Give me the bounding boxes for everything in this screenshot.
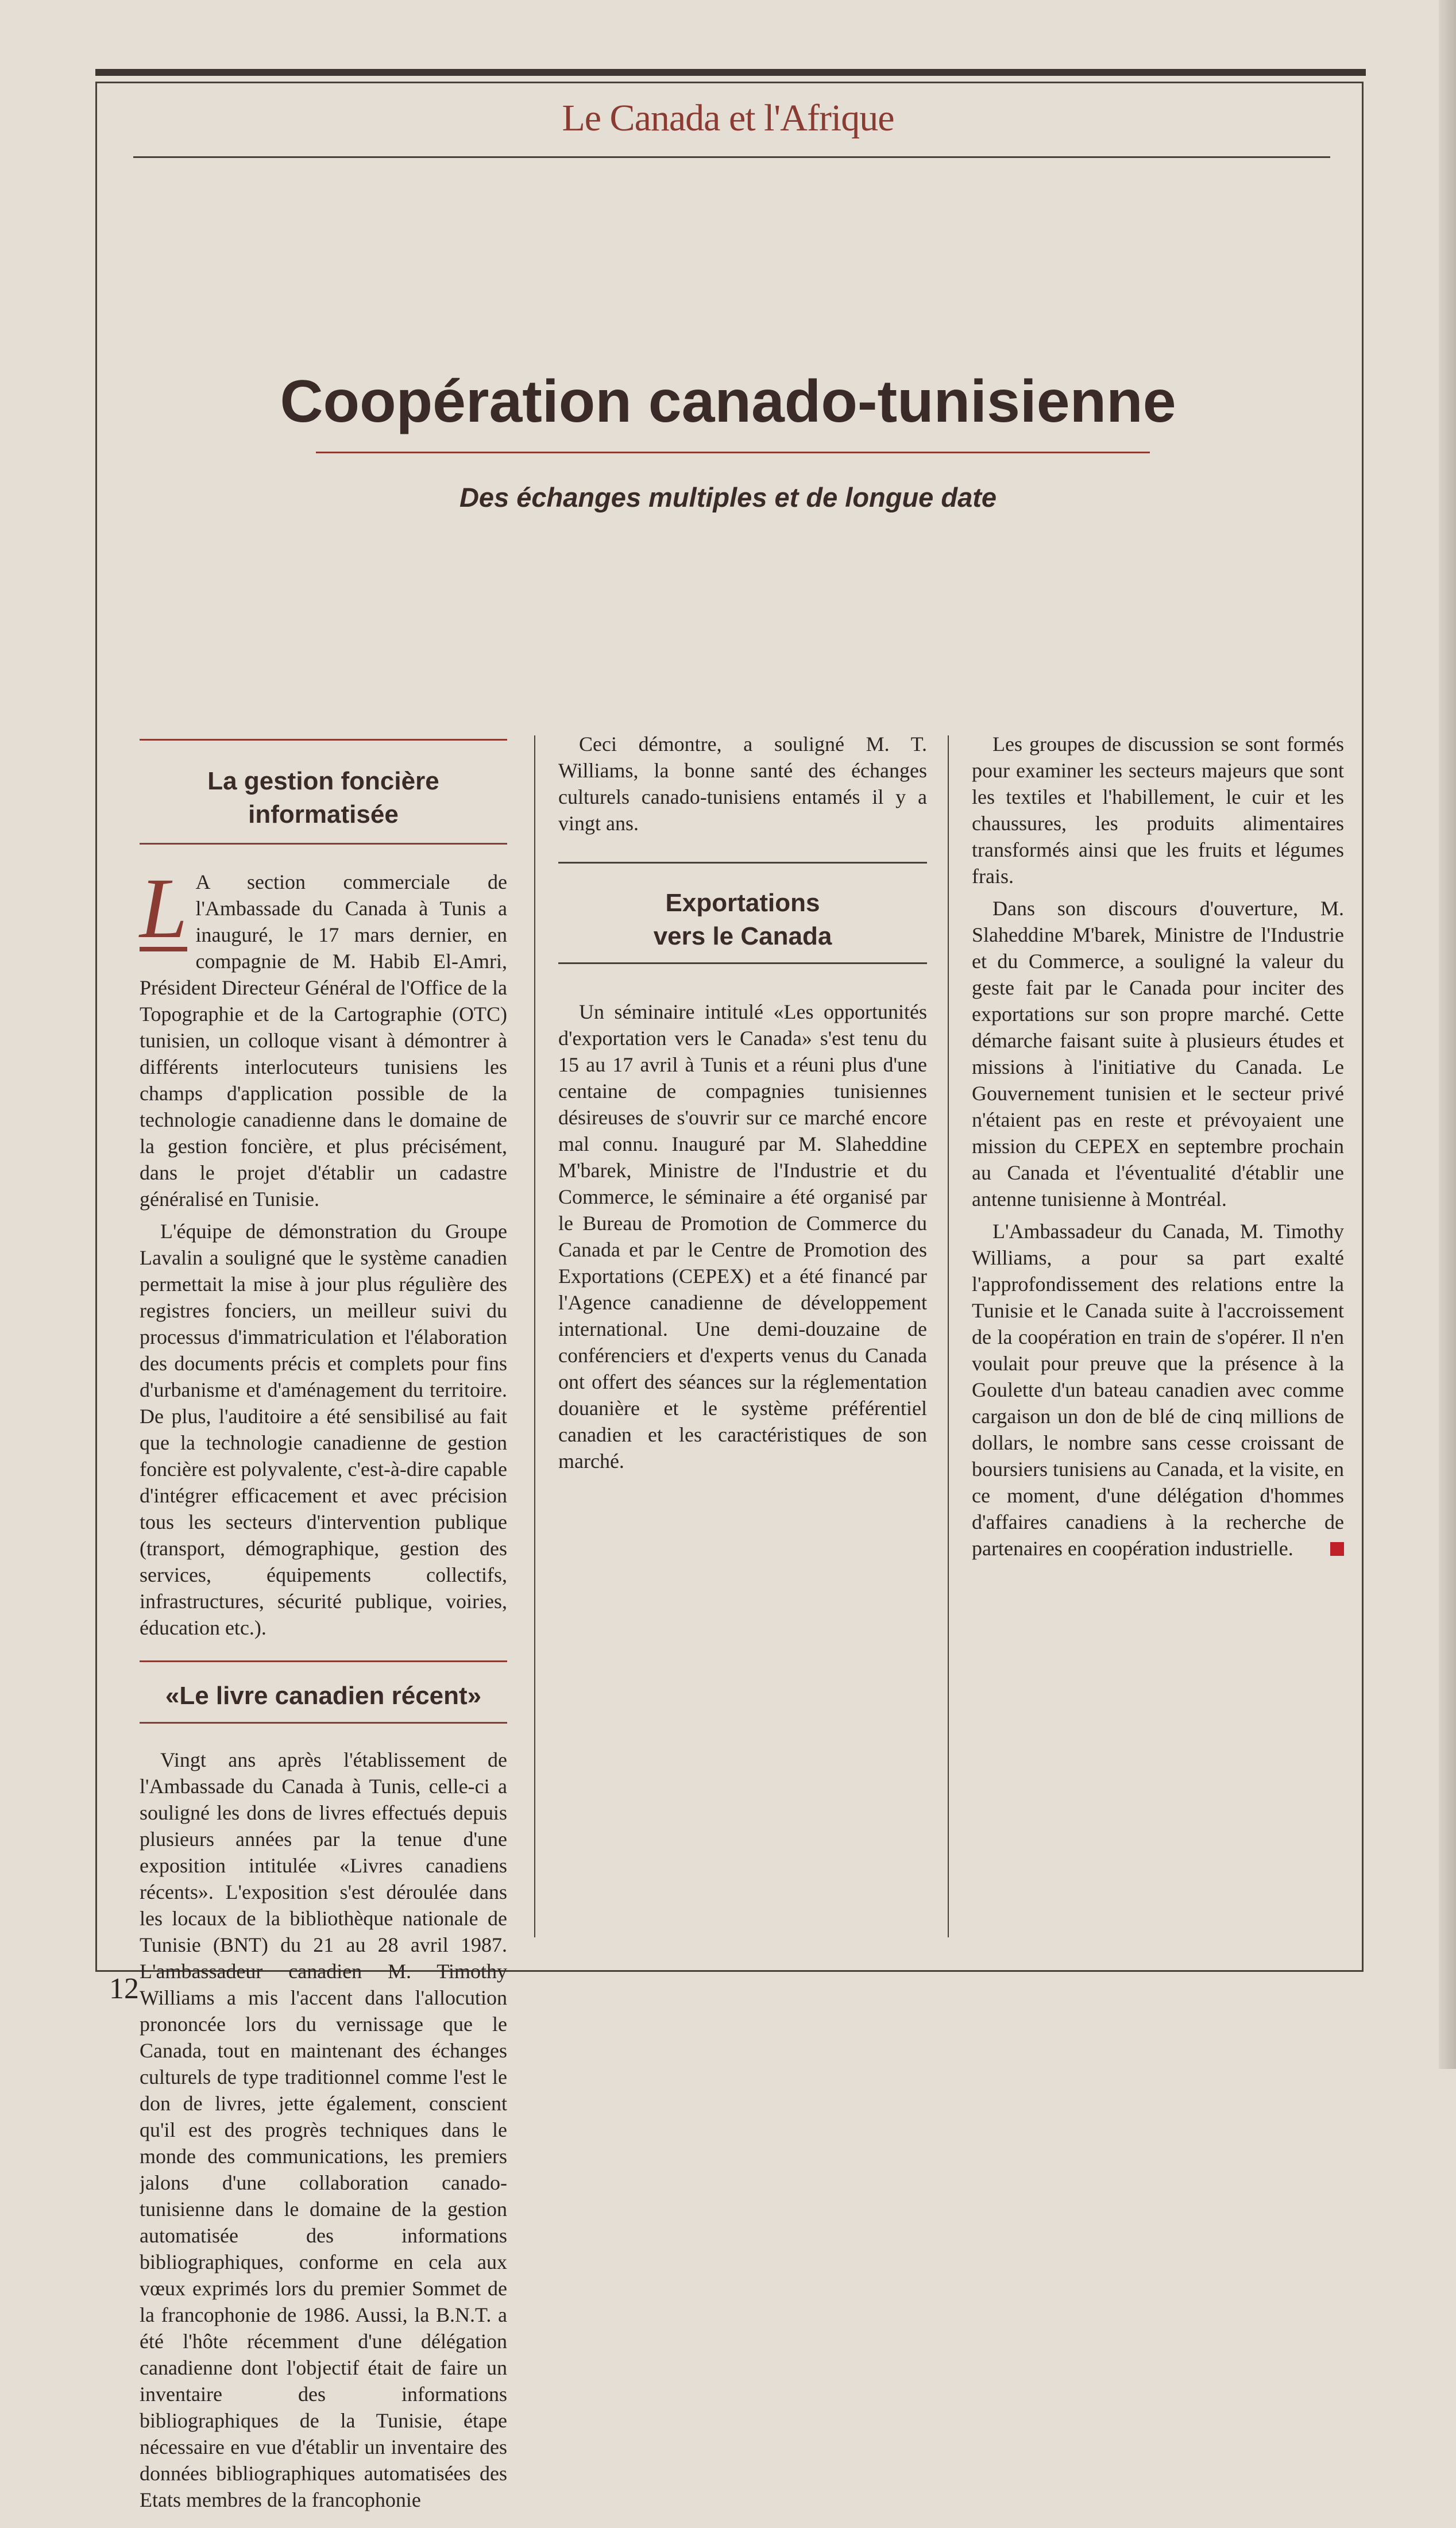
title-divider <box>316 452 1150 453</box>
section-rule <box>140 1722 507 1724</box>
article-title: Coopération canado-tunisienne <box>280 368 1176 435</box>
paragraph: L'équipe de démonstration du Groupe Lavalin a souligné que le système canadien permettait la mise à jour plus régulière des registres fonciers, un meilleur suivi du processus d'immatriculation et l'élaboration des documents précis et complets pour fins d'urbanisme et d'aménagement du territoire. De plus, l'auditoire a été sensibilisé au fait que la technologie canadienne de gestion foncière est polyvalente, c'est-à-dire capable d'intégrer efficacement et avec précision tous les secteurs d'intervention publique (transport, démographique, gestion des services, équipements collectifs, infrastructures, sécurité publique, voiries, éducation etc.). <box>140 1220 507 1639</box>
column-divider <box>534 735 535 1937</box>
column-divider <box>948 735 949 1937</box>
heading-line: La gestion foncière <box>207 767 439 795</box>
livre-text-start <box>140 1747 507 2528</box>
paragraph <box>140 861 507 1212</box>
heading-line: vers le Canada <box>653 922 832 950</box>
section-rule <box>140 1660 507 1662</box>
paragraph-text: L'Ambassadeur du Canada, M. Timothy Williams, a pour sa part exalté l'approfondissement des relations entre la Tunisie et le Canada suite à l'accroissement de la coopération en train de s'opérer. Il n'en voulait pour preuve que la présence à la Goulette d'un bateau canadien avec comme cargaison un don de blé de cinq millions de dollars, le nombre sans cesse croissant de boursiers tunisiens au Canada, et la visite, en ce moment, d'une délégation d'hommes d'affaires canadiens à la recherche de partenaires en coopération industrielle. <box>972 1220 1344 1560</box>
paragraph: Ceci démontre, a souligné M. T. Williams, la bonne santé des échanges culturels canado-tunisiens entamés il y a vingt ans. <box>558 733 927 835</box>
end-of-article-mark <box>1330 1542 1344 1556</box>
page-edge <box>1439 0 1456 2069</box>
paragraph: Un séminaire intitulé «Les opportunités d'exportation vers le Canada» s'est tenu du 15 au 17 avril à Tunis et a réuni plus d'une centaine de compagnies tunisiennes désireuses de s'ouvrir sur ce marché encore mal connu. Inauguré par M. Slaheddine M'barek, Ministre de l'Industrie et du Commerce, le séminaire a été organisé par le Bureau de Promotion de Commerce du Canada et par le Centre de Promotion des Exportations (CEPEX) et a été financé par l'Agence canadienne de développement international. Une demi-douzaine de conférenciers et d'experts venus du Canada ont offert des séances sur la réglementation douanière et le système préférentiel canadien et les caractéristiques de son marché. <box>558 1000 927 1473</box>
heading-line: Exportations <box>665 889 820 917</box>
heading-line: informatisée <box>248 800 399 828</box>
section-heading-livre: «Le livre canadien récent» <box>165 1682 482 1710</box>
section-rule <box>558 962 927 964</box>
article-subtitle: Des échanges multiples et de longue date <box>459 482 997 512</box>
column-2 <box>558 731 927 1480</box>
paragraph-text: A section commerciale de l'Ambassade du Canada à Tunis a inauguré, le 17 mars dernier, en compagnie de M. Habib El-Amri, Président Directeur Général de l'Office de la Topographie et de la Cartographie (OTC) tunisien, un colloque visant à démontrer à différents interlocuteurs tunisiens les champs d'application possible de la technologie canadienne dans le domaine de la gestion foncière, et plus précisément, dans le projet d'établir un cadastre généralisé en Tunisie. <box>140 870 507 1211</box>
section-header-title: Le Canada et l'Afrique <box>562 97 894 139</box>
paragraph <box>972 1218 1344 1562</box>
section-rule <box>140 843 507 845</box>
section-rule <box>140 739 507 741</box>
section-rule <box>558 862 927 864</box>
paragraph: Vingt ans après l'établissement de l'Ambassade du Canada à Tunis, celle-ci a souligné les dons de livres effectués depuis plusieurs années par la tenue d'une exposition intitulée «Livres canadiens récents». L'exposition s'est déroulée dans les locaux de la bibliothèque nationale de Tunisie (BNT) du 21 au 28 avril 1987. L'ambassadeur canadien M. Timothy Williams a mis l'accent dans l'allocution prononcée lors du vernissage que le Canada, tout en maintenant des échanges culturels de type traditionnel comme l'est le don de livres, jette également, conscient qu'il est des progrès techniques dans le monde des communications, les premiers jalons d'une collaboration canado-tunisienne dans le domaine de la gestion automatisée des informations bibliographiques, conforme en cela aux vœux exprimés lors du premier Sommet de la francophonie de 1986. Aussi, la B.N.T. a été l'hôte récemment d'une délégation canadienne dont l'objectif était de faire un inventaire des informations bibliographiques de la Tunisie, étape nécessaire en vue d'établir un inventaire des données bibliographiques automatisées des Etats membres de la francophonie <box>140 1748 507 2511</box>
drop-cap: L <box>140 861 188 956</box>
column-1 <box>140 739 507 2528</box>
header-divider <box>133 156 1330 158</box>
paragraph: Dans son discours d'ouverture, M. Slaheddine M'barek, Ministre de l'Industrie et du Commerce, a souligné la valeur du geste fait par le Canada pour inciter des exportations sur son propre marché. Cette démarche faisant suite à plusieurs études et missions à l'initiative du Canada. Le Gouvernement tunisien et le secteur privé n'étaient pas en reste et prévoyaient une mission du CEPEX en septembre prochain au Canada et l'éventualité d'établir une antenne tunisienne à Montréal. <box>972 897 1344 1211</box>
top-bar <box>95 69 1366 76</box>
paragraph: Les groupes de discussion se sont formés pour examiner les secteurs majeurs que sont les textiles et l'habillement, le cuir et les chaussures, les produits alimentaires transformés ainsi que les fruits et légumes frais. <box>972 733 1344 888</box>
column-3 <box>972 731 1344 1567</box>
page-number: 12 <box>109 1972 139 2005</box>
section-heading-gestion <box>140 765 507 831</box>
section-heading-exportations <box>558 887 927 953</box>
